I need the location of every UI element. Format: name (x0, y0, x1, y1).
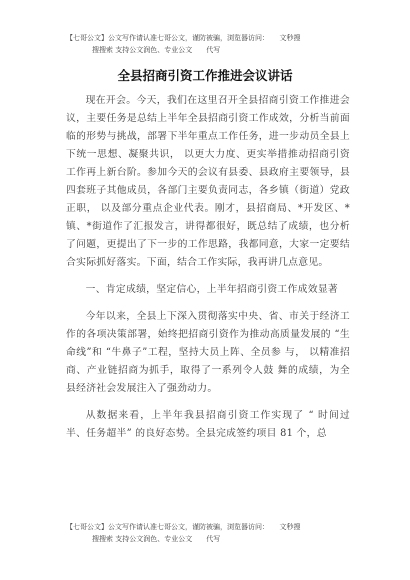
document-body (66, 92, 350, 443)
header-notice-line-2: 搜搜索 支持公文润色、专业公文 代写 (92, 46, 221, 54)
page-header-watermark (66, 32, 366, 56)
opening-paragraph: 现在开会。今天，我们在这里召开全县招商引资工作推进会议，主要任务是总结上半年全县招商引资工作成效，分析当前面临的形势与挑战，部署下半年重点工作任务，进一步动员全县上下统一思想、凝聚共识， 以更大力度、更实举措推动招商引资工作再上新台阶。参加今天的会议有县委、县政府主要领导，县四套班子其他成员，各部门主要负责同志，各乡镇（街道）党政正职， 以及部分重点企业代表。刚才，县招商局、*开发区、*镇、*街道作了汇报发言，讲得都很好，既总结了成绩，也分析了问题，更提出了下一步的工作思路，我都同意，大家一定要结合实际抓好落实。下面，结合工作实际，我再讲几点意见。 (66, 95, 350, 268)
section-heading-1: 一、肯定成绩，坚定信心，上半年招商引资工作成效显著 (85, 284, 339, 295)
body-paragraph: 今年以来，全县上下深入贯彻落实中央、省、市关于经济工作的各项决策部署，始终把招商引资作为推动高质量发展的 “生命线”和 “牛鼻子”工程，坚持大员上阵、全员参 与， 以精准招商、产业链招商为抓手，取得了一系列令人鼓 舞的成绩，为全县经济社会发展注入了强劲动力。 (66, 311, 350, 394)
footer-notice-line-2: 搜搜索 支持公文润色、专业公文 代写 (92, 535, 221, 543)
footer-notice-line: 【七哥公文】公文写作请认准七哥公文，谨防被骗，浏览器访问： 文秒搜 (66, 523, 301, 531)
header-notice-line: 【七哥公文】公文写作请认准七哥公文，谨防被骗，浏览器访问： 文秒搜 (66, 34, 301, 42)
document-title: 全县招商引资工作推进会议讲话 (117, 68, 293, 83)
page-footer-watermark (66, 521, 366, 545)
body-paragraph: 从数据来看，上半年我县招商引资工作实现了 “ 时间过 半、任务超半” 的良好态势。全县完成签约项目 81 个，总 (66, 410, 350, 439)
